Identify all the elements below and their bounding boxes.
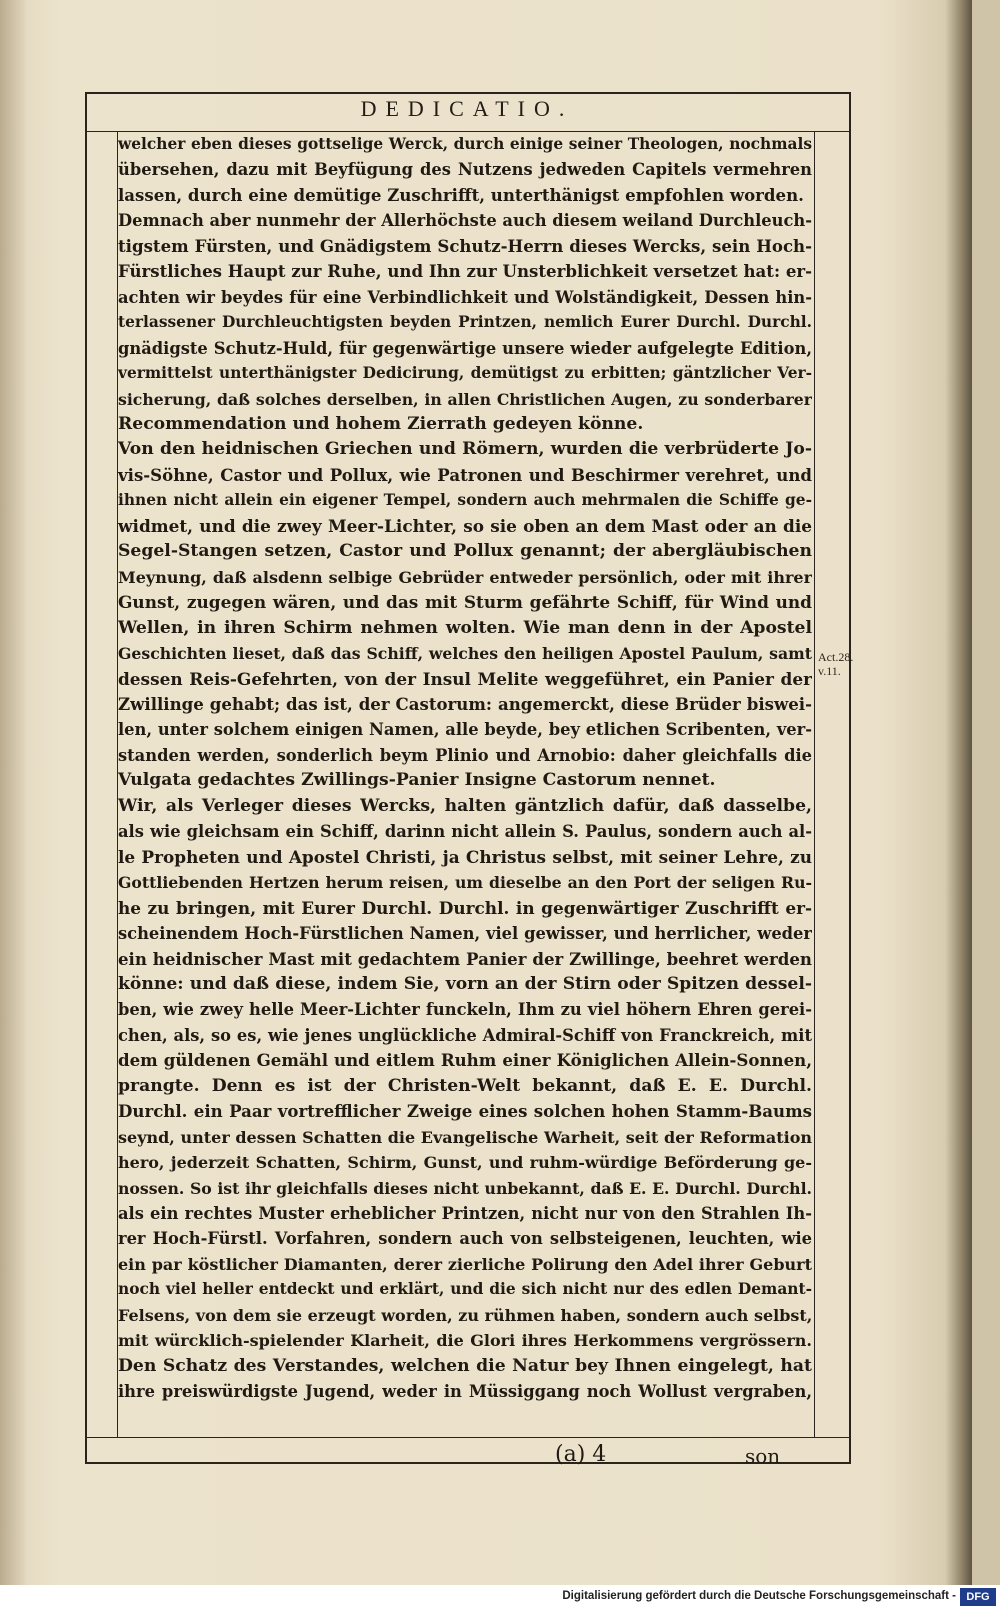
text-line: le Propheten und Apostel Christi, ja Christus selbst, mit seiner Lehre, zu [118,846,812,867]
text-line: Segel-Stangen setzen, Castor und Pollux genannt; der abergläubischen [118,541,812,562]
text-line: Wellen, in ihren Schirm nehmen wolten. Wie man denn in der Apostel [118,617,812,638]
text-line: Felsens, von dem sie erzeugt worden, zu rühmen haben, sondern auch selbst, [118,1305,812,1325]
text-line: Durchl. ein Paar vortrefflicher Zweige eines solchen hohen Stamm-Baums [118,1101,812,1122]
footer-credit: Digitalisierung gefördert durch die Deutsche Forschungsgemeinschaft - [562,1590,956,1602]
text-line: dem güldenen Gemähl und eitlem Ruhm einer Königlichen Allein-Sonnen, [118,1050,812,1071]
margin-note-line: v.11. [818,664,841,678]
margin-note-line: Act.28. [818,650,854,664]
text-line: Wir, als Verleger dieses Wercks, halten gäntzlich dafür, daß dasselbe, [118,795,812,816]
text-line: standen werden, sonderlich beym Plinio und Arnobio: daher gleichfalls die [118,745,812,765]
text-line: hero, jederzeit Schatten, Schirm, Gunst, und ruhm-würdige Beförderung ge- [118,1153,812,1173]
text-line: Meynung, daß alsdenn selbige Gebrüder entweder persönlich, oder mit ihrer [118,567,812,587]
text-line: Recommendation und hohem Zierrath gedeyen könne. [118,413,644,434]
text-line: len, unter solchem einigen Namen, alle beyde, bey etlichen Scribenten, ver- [118,720,812,740]
text-line: welcher eben dieses gottselige Werck, durch einige seiner Theologen, nochmals [118,135,812,153]
text-line: als ein rechtes Muster erheblicher Printzen, nicht nur von den Strahlen Ih- [118,1204,812,1224]
text-line: könne: und daß diese, indem Sie, vorn an der Stirn oder Spitzen dessel- [118,973,812,994]
text-line: dessen Reis-Gefehrten, von der Insul Melite weggeführet, ein Panier der [118,668,812,689]
text-line: ihnen nicht allein ein eigener Tempel, sondern auch mehrmalen die Schiffe ge- [118,491,812,510]
text-line: achten wir beydes für eine Verbindlichkeit und Wolständigkeit, Dessen hin- [118,287,812,307]
text-line: gnädigste Schutz-Huld, für gegenwärtige unsere wieder aufgelegte Edition, [118,338,812,358]
text-line: rer Hoch-Fürstl. Vorfahren, sondern auch von selbsteigenen, leuchten, wie [118,1229,812,1249]
text-line: sicherung, daß solches derselben, in allen Christlichen Augen, zu sonderbarer [118,389,812,409]
text-line: seynd, unter dessen Schatten die Evangelische Warheit, seit der Reformation [118,1127,812,1147]
text-line: vis-Söhne, Castor und Pollux, wie Patronen und Beschirmer verehret, und [118,464,812,485]
catchword: son [745,1444,781,1468]
text-line: prangte. Denn es ist der Christen-Welt bekannt, daß E. E. Durchl. [118,1075,812,1096]
text-line: mit würcklich-spielender Klarheit, die Glori ihres Herkommens vergrössern. [118,1331,812,1351]
text-line: noch viel heller entdeckt und erklärt, und die sich nicht nur des edlen Demant- [118,1280,812,1299]
text-line: Demnach aber nunmehr der Allerhöchste auch diesem weiland Durchleuch- [118,211,812,231]
text-line: Fürstliches Haupt zur Ruhe, und Ihn zur Unsterblichkeit versetzet hat: er- [118,261,812,282]
text-line: ben, wie zwey helle Meer-Lichter funckeln, Ihm zu viel höhern Ehren gerei- [118,1000,812,1020]
text-line: scheinendem Hoch-Fürstlichen Namen, viel gewisser, und herrlicher, weder [118,924,812,944]
text-line: he zu bringen, mit Eurer Durchl. Durchl. in gegenwärtiger Zuschrifft er- [118,897,812,918]
text-line: übersehen, dazu mit Beyfügung des Nutzens jedweden Capitels vermehren [118,160,812,180]
text-line: ein par köstlicher Diamanten, derer zierliche Polirung den Adel ihrer Geburt [118,1254,812,1274]
text-line: ein heidnischer Mast mit gedachtem Panier der Zwillinge, beehret werden [118,948,812,969]
text-line: lassen, durch eine demütige Zuschrifft, unterthänigst empfohlen worden. [118,184,804,205]
text-line: chen, als, so es, wie jenes unglückliche Admiral-Schiff von Franckreich, mit [118,1025,812,1045]
text-line: Gottliebenden Hertzen herum reisen, um dieselbe an den Port der seligen Ru- [118,873,812,893]
text-line: terlassener Durchleuchtigsten beyden Printzen, nemlich Eurer Durchl. Durchl. [118,313,812,332]
text-line: Zwillinge gehabt; das ist, der Castorum: angemerckt, diese Brüder biswei- [118,693,812,714]
text-line: Geschichten lieset, daß das Schiff, welches den heiligen Apostel Paulum, samt [118,644,812,664]
signature-mark: (a) 4 [555,1442,607,1467]
text-line: tigstem Fürsten, und Gnädigstem Schutz-Herrn dieses Wercks, sein Hoch- [118,235,812,256]
text-line: ihre preiswürdigste Jugend, weder in Müssiggang noch Wollust vergraben, [118,1382,812,1402]
dfg-logo: DFG [960,1588,996,1606]
text-line: Vulgata gedachtes Zwillings-Panier Insigne Castorum nennet. [118,770,716,791]
running-head: DEDICATIO. [360,96,574,121]
text-line: nossen. So ist ihr gleichfalls dieses nicht unbekannt, daß E. E. Durchl. Durchl. [118,1178,812,1198]
text-line: Gunst, zugegen wären, und das mit Sturm gefährte Schiff, für Wind und [118,592,812,613]
text-line: Den Schatz des Verstandes, welchen die Natur bey Ihnen eingelegt, hat [118,1355,812,1376]
text-line: als wie gleichsam ein Schiff, darinn nicht allein S. Paulus, sondern auch al- [118,822,812,842]
footer-rule [85,1437,849,1438]
body-text [118,132,812,1405]
margin-note [818,650,868,678]
text-line: widmet, und die zwey Meer-Lichter, so sie oben an dem Mast oder an die [118,515,812,536]
text-line: Von den heidnischen Griechen und Römern, wurden die verbrüderte Jo- [118,439,812,460]
text-line: vermittelst unterthänigster Dedicirung, demütigst zu erbitten; gäntzlicher Ver- [118,364,812,383]
